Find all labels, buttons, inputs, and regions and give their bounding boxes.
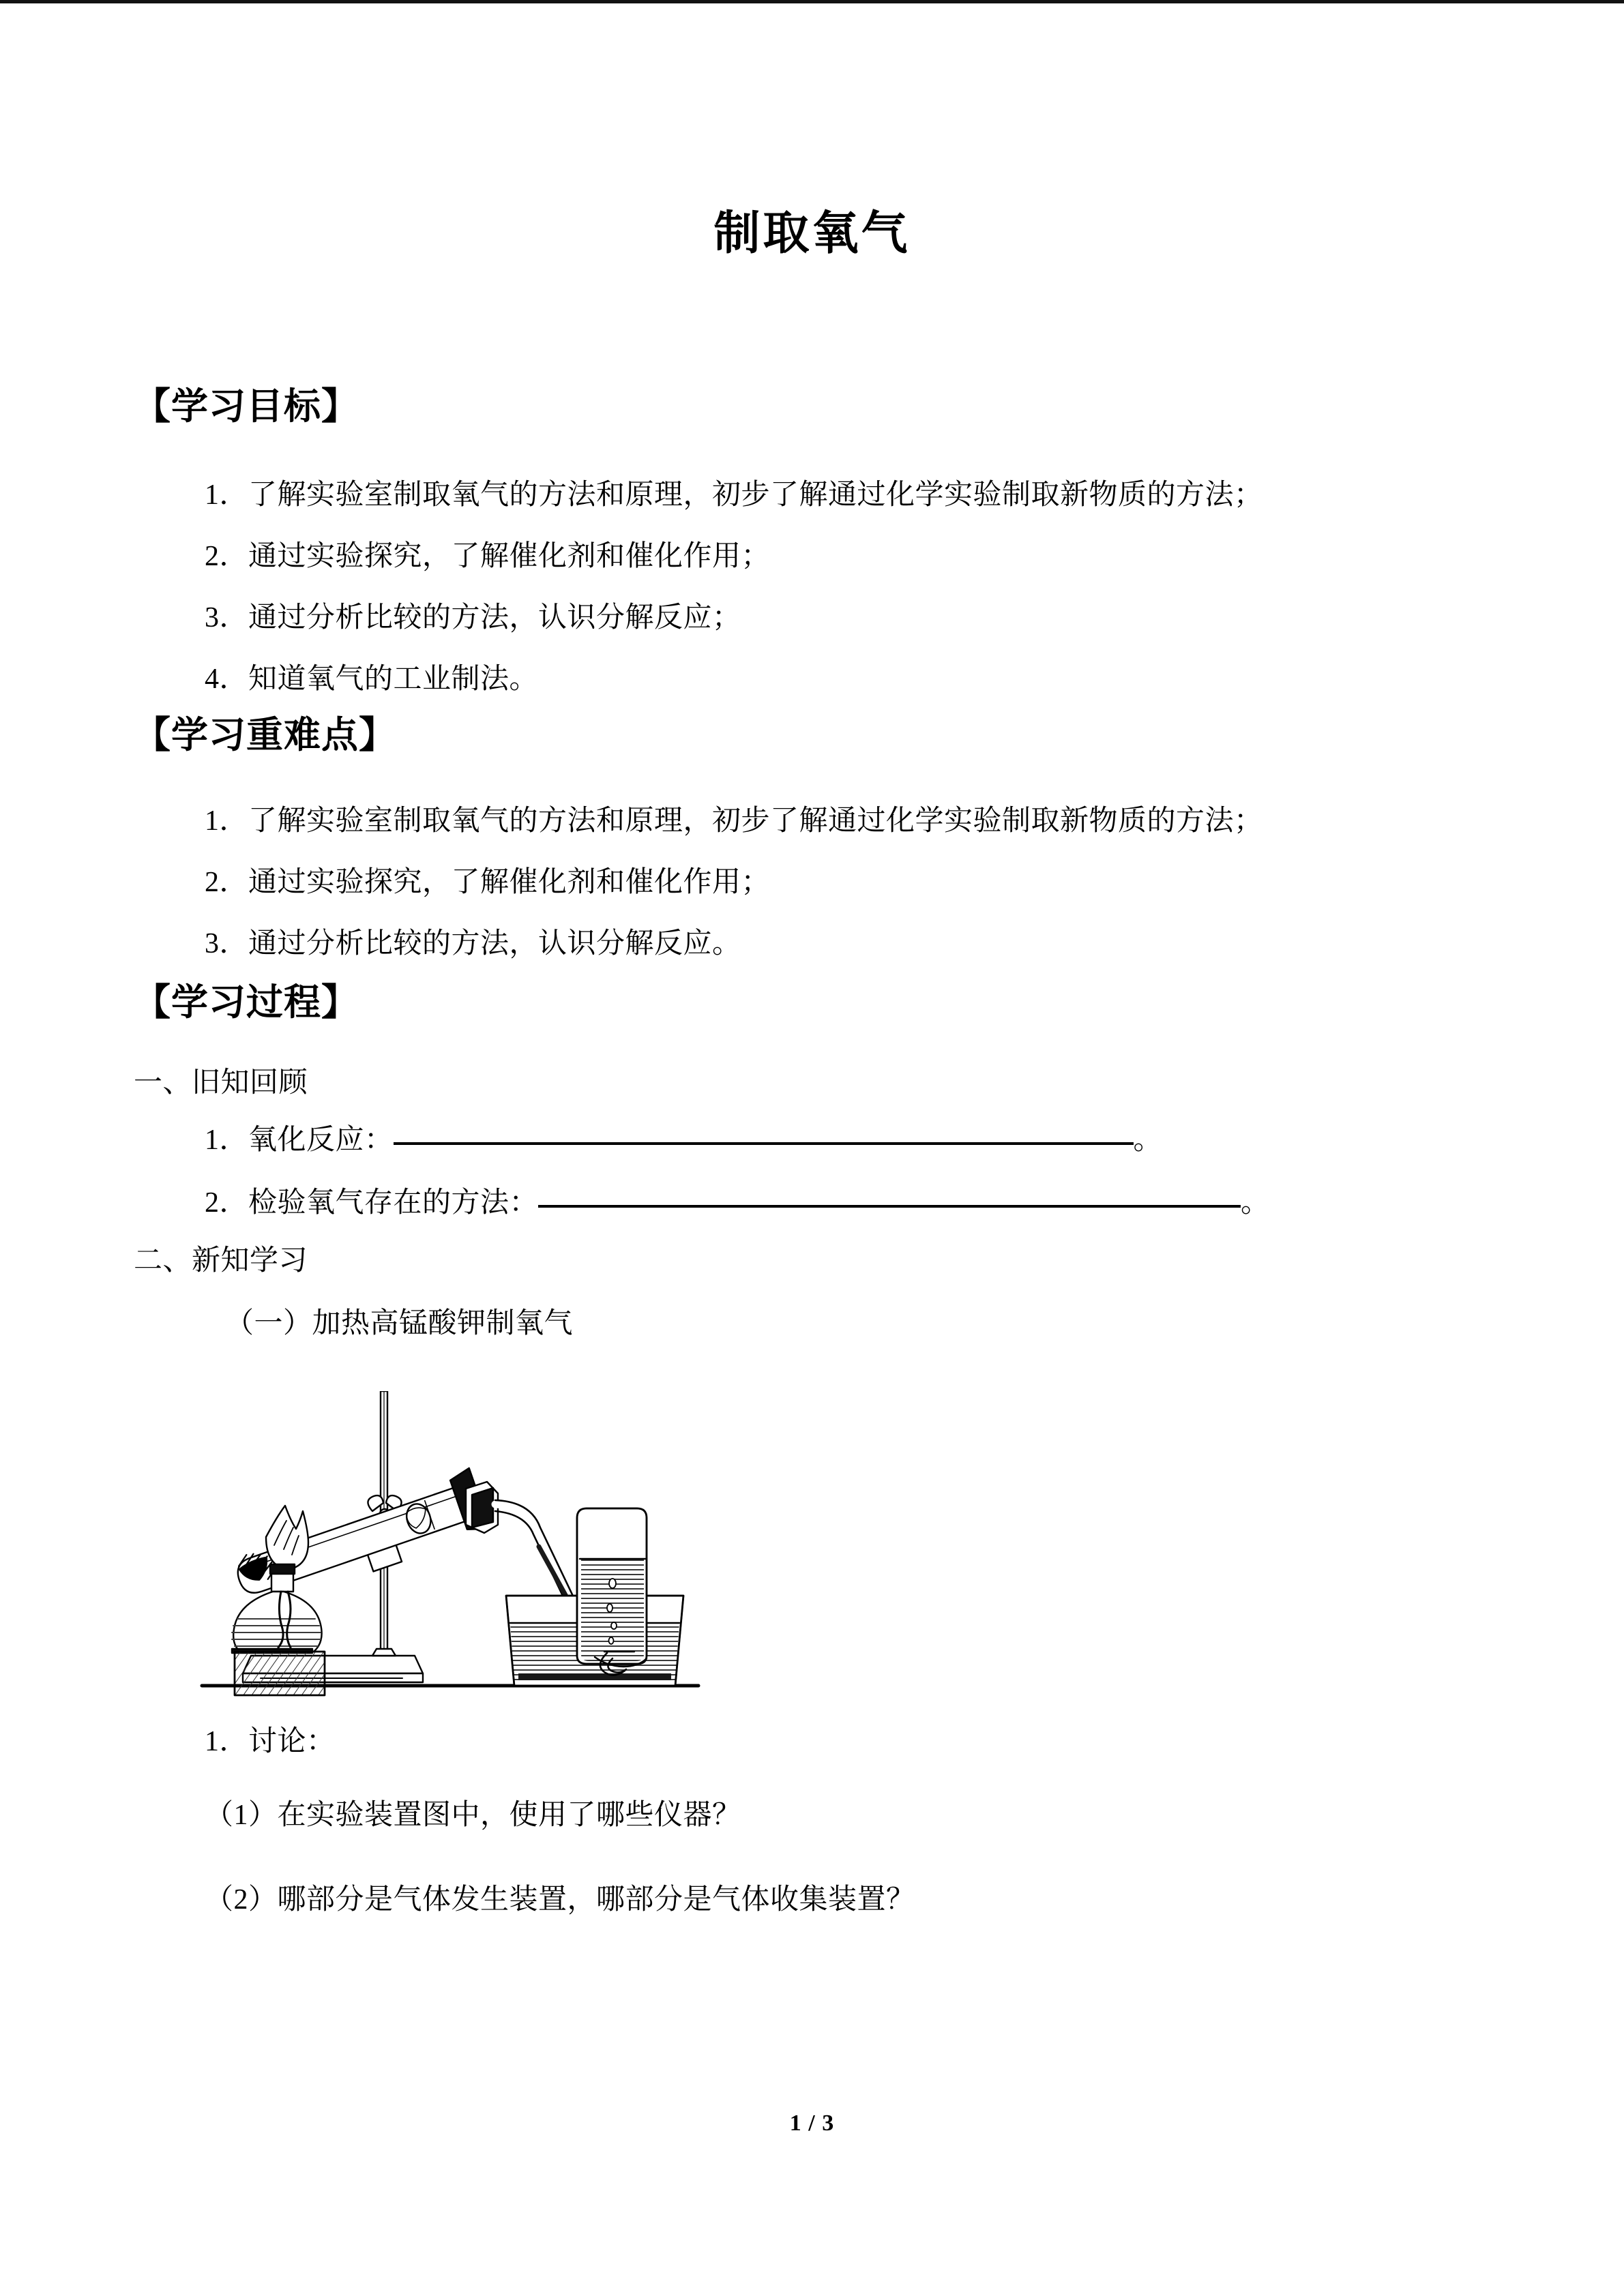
page-number-footer: 1 / 3 bbox=[789, 2111, 835, 2136]
blank-terminator-oxidation-reaction: 。 bbox=[1133, 1124, 1163, 1156]
blank-input-oxidation-reaction[interactable] bbox=[394, 1142, 1134, 1145]
objective-item-3: 3．通过分析比较的方法，认识分解反应； bbox=[205, 602, 741, 633]
section-heading-key-points: 【学习重难点】 bbox=[134, 715, 396, 756]
gas-collecting-bottle bbox=[577, 1508, 647, 1667]
key-point-item-3: 3．通过分析比较的方法，认识分解反应。 bbox=[205, 928, 741, 959]
section-heading-process: 【学习过程】 bbox=[134, 982, 359, 1023]
key-point-item-2: 2．通过实验探究，了解催化剂和催化作用； bbox=[205, 867, 771, 898]
apparatus-diagram-svg bbox=[198, 1391, 703, 1701]
page-title: 制取氧气 bbox=[713, 207, 911, 259]
process-part-one-label: 一、旧知回顾 bbox=[134, 1067, 308, 1099]
objective-item-2: 2．通过实验探究，了解催化剂和催化作用； bbox=[205, 541, 771, 572]
discussion-label: 1．讨论： bbox=[205, 1726, 336, 1757]
experiment-apparatus-figure bbox=[198, 1391, 703, 1701]
subsection-heating-kmno4: （一）加热高锰酸钾制氧气 bbox=[225, 1308, 574, 1339]
blank-terminator-oxygen-test-method: 。 bbox=[1241, 1187, 1270, 1219]
blank-input-oxygen-test-method[interactable] bbox=[538, 1204, 1241, 1208]
objective-item-4: 4．知道氧气的工业制法。 bbox=[205, 664, 539, 695]
wooden-block bbox=[235, 1652, 325, 1695]
blank-row-oxygen-test-method bbox=[205, 1180, 1270, 1221]
blank-prompt-oxygen-test-method: 2．检验氧气存在的方法： bbox=[205, 1187, 539, 1219]
section-heading-objectives: 【学习目标】 bbox=[134, 386, 359, 427]
key-point-item-1: 1．了解实验室制取氧气的方法和原理，初步了解通过化学实验制取新物质的方法； bbox=[205, 805, 1263, 837]
discussion-question-1: （1）在实验装置图中，使用了哪些仪器？ bbox=[205, 1800, 741, 1831]
objective-item-1: 1．了解实验室制取氧气的方法和原理，初步了解通过化学实验制取新物质的方法； bbox=[205, 479, 1263, 511]
discussion-question-2: （2）哪部分是气体发生装置，哪部分是气体收集装置？ bbox=[205, 1884, 915, 1915]
process-part-two-label: 二、新知学习 bbox=[134, 1245, 308, 1277]
blank-prompt-oxidation-reaction: 1．氧化反应： bbox=[205, 1124, 394, 1156]
blank-row-oxidation-reaction bbox=[205, 1117, 1162, 1158]
